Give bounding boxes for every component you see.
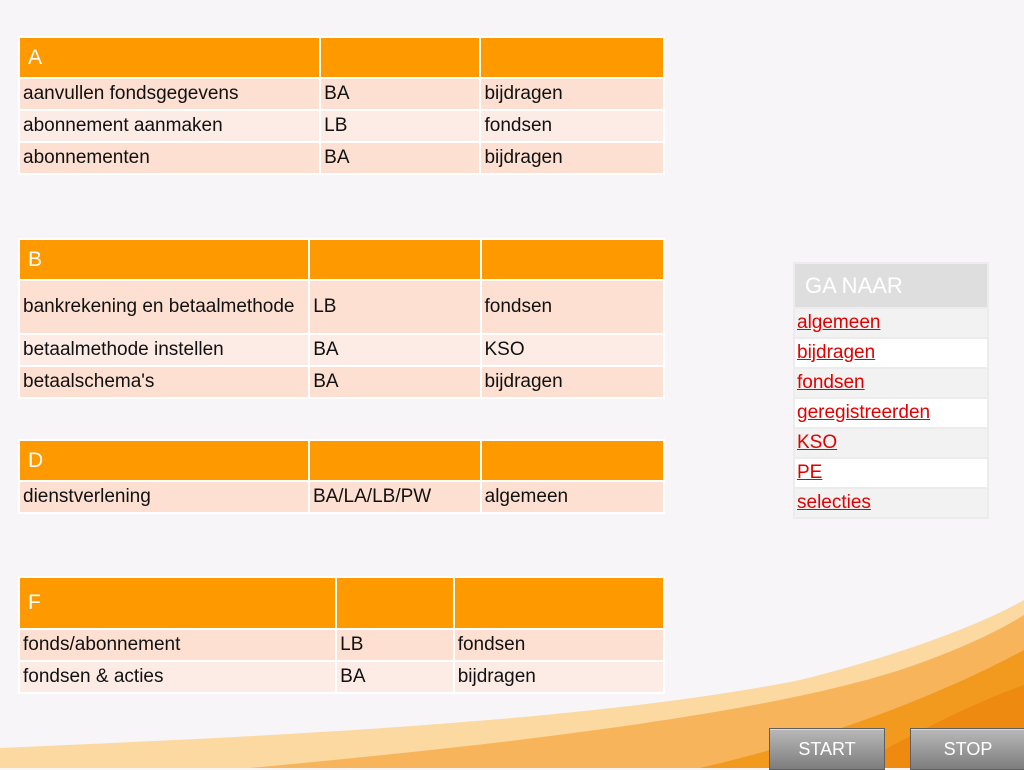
table-row: betaalmethode instellen BA KSO bbox=[19, 334, 664, 366]
table-f-header: F bbox=[19, 577, 336, 629]
table-row: abonnement aanmaken LB fondsen bbox=[19, 110, 664, 142]
nav-link-kso[interactable]: KSO bbox=[797, 432, 838, 453]
table-row: betaalschema's BA bijdragen bbox=[19, 366, 664, 398]
table-row: dienstverlening BA/LA/LB/PW algemeen bbox=[19, 481, 664, 513]
table-a-header: A bbox=[19, 37, 320, 78]
index-table-f bbox=[18, 576, 665, 694]
table-row: fondsen & acties BA bijdragen bbox=[19, 661, 664, 693]
table-row: abonnementen BA bijdragen bbox=[19, 142, 664, 174]
nav-link-pe[interactable]: PE bbox=[797, 462, 823, 483]
table-row: fonds/abonnement LB fondsen bbox=[19, 629, 664, 661]
table-row: aanvullen fondsgegevens BA bijdragen bbox=[19, 78, 664, 110]
nav-title: GA NAAR bbox=[794, 263, 988, 308]
table-d-header: D bbox=[19, 440, 309, 481]
table-row: bankrekening en betaalmethode LB fondsen bbox=[19, 280, 664, 334]
index-table-d bbox=[18, 439, 665, 514]
nav-link-geregistreerden[interactable]: geregistreerden bbox=[797, 402, 931, 423]
nav-link-fondsen[interactable]: fondsen bbox=[797, 372, 865, 393]
start-button[interactable]: START bbox=[769, 728, 885, 770]
nav-link-selecties[interactable]: selecties bbox=[797, 492, 871, 513]
index-table-a bbox=[18, 36, 665, 175]
stop-button[interactable]: STOP bbox=[910, 728, 1024, 770]
table-b-header: B bbox=[19, 239, 309, 280]
nav-link-bijdragen[interactable]: bijdragen bbox=[797, 342, 876, 363]
ga-naar-nav bbox=[793, 262, 989, 519]
index-table-b bbox=[18, 238, 665, 399]
nav-link-algemeen[interactable]: algemeen bbox=[797, 312, 881, 333]
